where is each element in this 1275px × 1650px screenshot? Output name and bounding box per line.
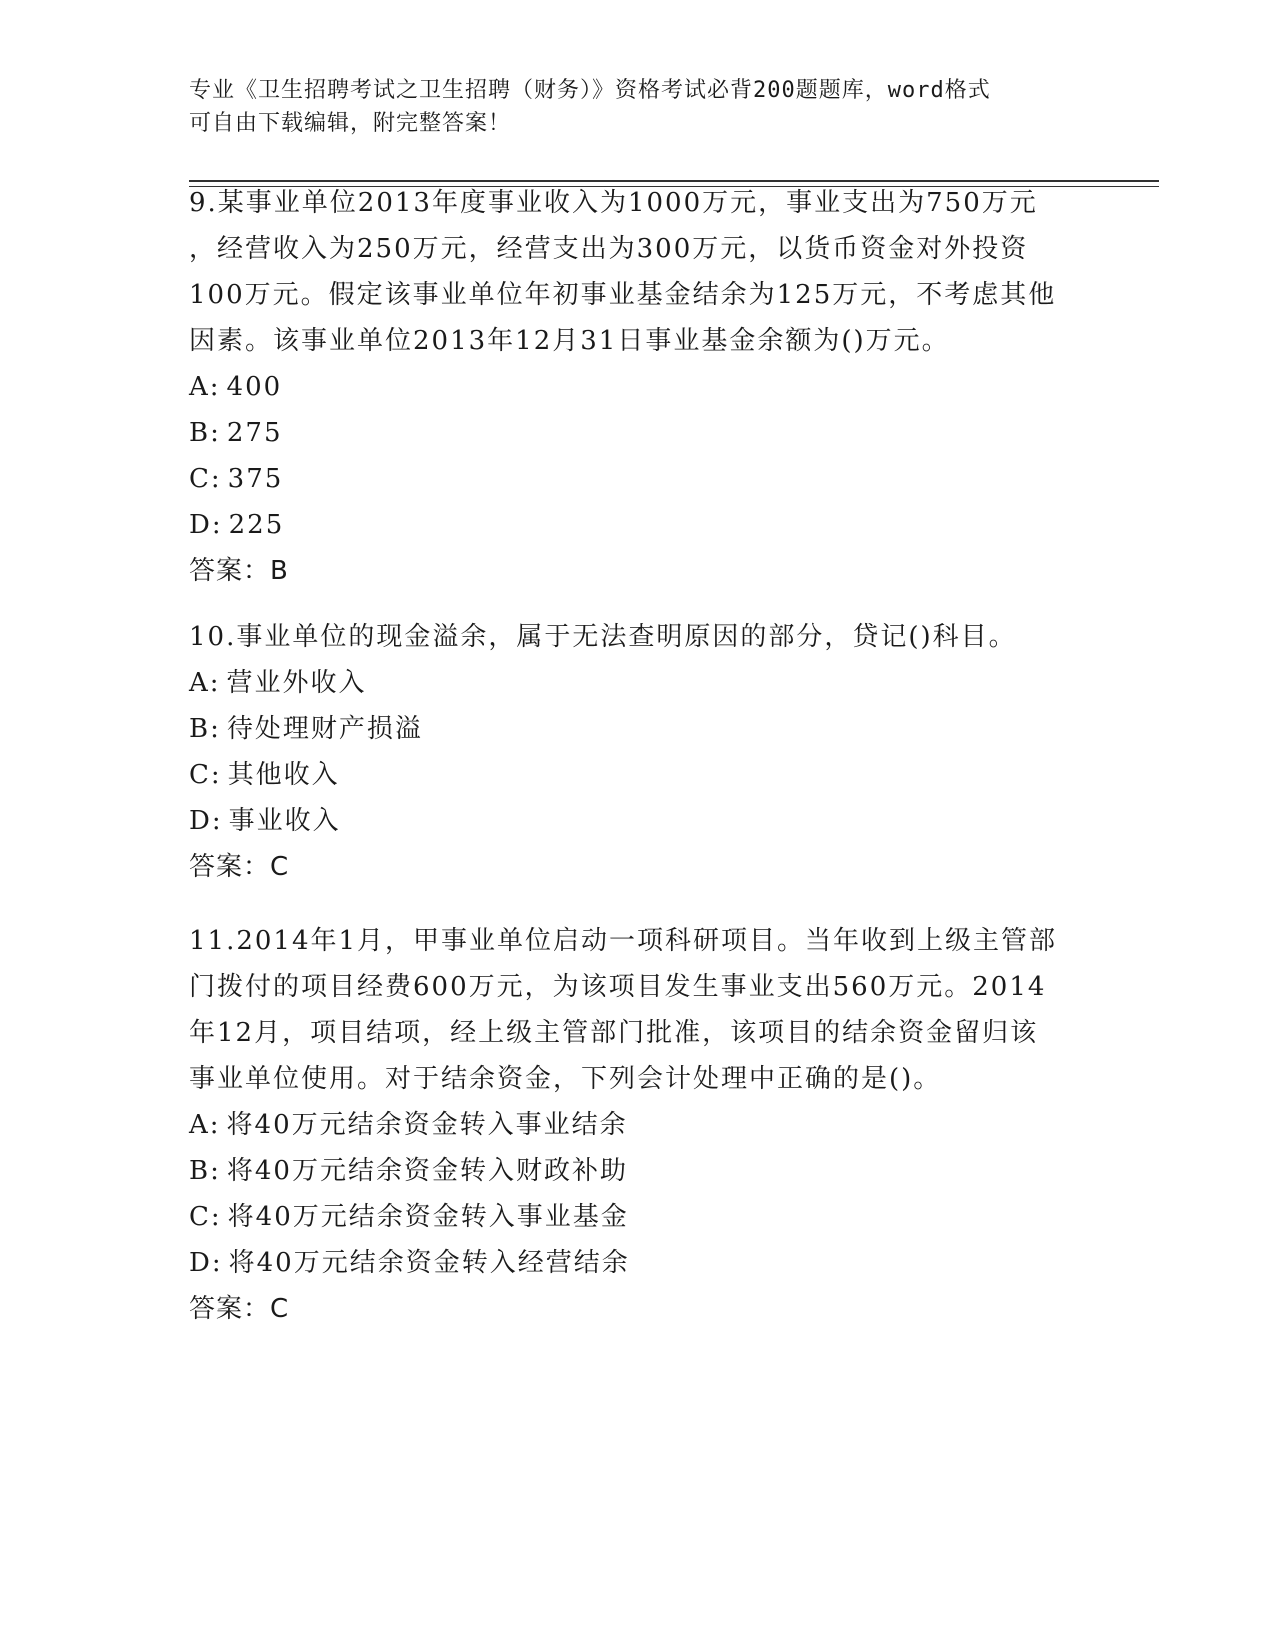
option-label: D:	[189, 806, 223, 836]
option-text: 营业外收入	[226, 668, 367, 698]
option-d	[189, 1240, 1089, 1286]
option-text: 将40万元结余资金转入事业基金	[227, 1202, 629, 1232]
option-a	[189, 364, 1089, 410]
option-c	[189, 456, 1089, 502]
option-text: 将40万元结余资金转入经营结余	[228, 1248, 630, 1278]
question-11	[189, 918, 1089, 1332]
option-a	[189, 660, 1089, 706]
option-label: D:	[189, 1248, 223, 1278]
stem-line: 年12月，项目结项，经上级主管部门批准，该项目的结余资金留归该	[189, 1018, 1039, 1048]
option-b	[189, 706, 1089, 752]
question-10	[189, 614, 1089, 890]
option-label: B:	[189, 1156, 221, 1186]
option-text: 其他收入	[227, 760, 340, 790]
stem-line: 10.事业单位的现金溢余，属于无法查明原因的部分，贷记()科目。	[189, 622, 1017, 652]
option-text: 待处理财产损溢	[226, 714, 423, 744]
option-c	[189, 752, 1089, 798]
option-text: 将40万元结余资金转入事业结余	[226, 1110, 628, 1140]
option-label: C:	[189, 760, 222, 790]
option-label: A:	[189, 668, 221, 698]
option-label: A:	[189, 372, 221, 402]
stem-line: ，经营收入为250万元，经营支出为300万元，以货币资金对外投资	[189, 234, 1029, 264]
question-stem	[189, 918, 1089, 1102]
stem-line: 11.2014年1月，甲事业单位启动一项科研项目。当年收到上级主管部	[189, 926, 1058, 956]
stem-line: 100万元。假定该事业单位年初事业基金结余为125万元，不考虑其他	[189, 280, 1057, 310]
stem-line: 9.某事业单位2013年度事业收入为1000万元，事业支出为750万元	[189, 188, 1038, 218]
stem-line: 事业单位使用。对于结余资金，下列会计处理中正确的是()。	[189, 1064, 942, 1094]
option-text: 225	[228, 510, 285, 540]
option-b	[189, 1148, 1089, 1194]
question-stem	[189, 614, 1089, 660]
option-label: D:	[189, 510, 223, 540]
option-label: C:	[189, 464, 222, 494]
option-d	[189, 502, 1089, 548]
answer-line: 答案：C	[189, 852, 290, 882]
answer-line: 答案：C	[189, 1294, 290, 1324]
option-text: 将40万元结余资金转入财政补助	[226, 1156, 628, 1186]
option-text: 400	[226, 372, 283, 402]
option-label: A:	[189, 1110, 221, 1140]
option-label: B:	[189, 714, 221, 744]
answer-line: 答案：B	[189, 556, 289, 586]
option-text: 事业收入	[228, 806, 341, 836]
option-b	[189, 410, 1089, 456]
option-c	[189, 1194, 1089, 1240]
header-line-1: 专业《卫生招聘考试之卫生招聘（财务）》资格考试必背200题题库，word格式	[189, 78, 991, 103]
option-label: C:	[189, 1202, 222, 1232]
stem-line: 门拨付的项目经费600万元，为该项目发生事业支出560万元。2014	[189, 972, 1047, 1002]
option-text: 275	[226, 418, 283, 448]
document-header	[189, 74, 1089, 140]
option-label: B:	[189, 418, 221, 448]
header-line-2: 可自由下载编辑，附完整答案！	[189, 111, 512, 136]
option-text: 375	[227, 464, 284, 494]
option-d	[189, 798, 1089, 844]
question-stem	[189, 180, 1089, 364]
stem-line: 因素。该事业单位2013年12月31日事业基金余额为()万元。	[189, 326, 950, 356]
question-9	[189, 180, 1089, 594]
option-a	[189, 1102, 1089, 1148]
